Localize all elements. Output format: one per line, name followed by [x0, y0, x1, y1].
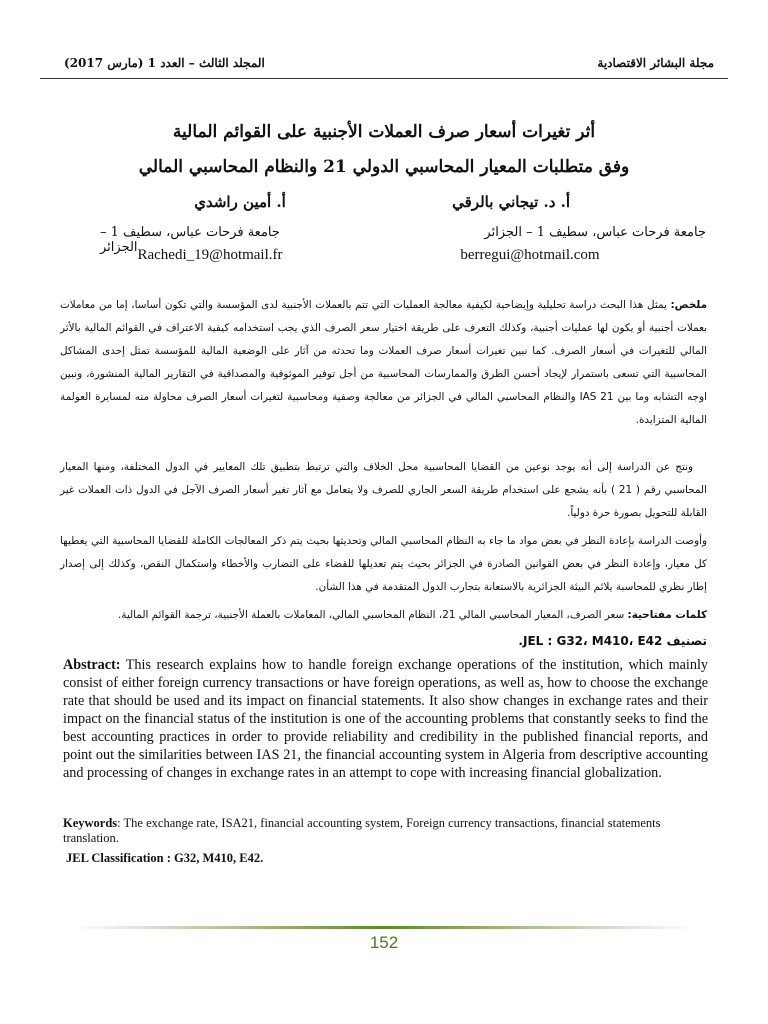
arabic-jel-codes: G32، M410، E42.: [518, 634, 663, 648]
english-jel-label: JEL Classification: [66, 851, 164, 865]
arabic-jel: [60, 630, 707, 653]
english-abstract: [63, 656, 708, 782]
arabic-jel-label: تصنيف JEL :: [522, 634, 707, 648]
arabic-abstract-label: ملخص:: [670, 299, 708, 311]
author-2-affiliation: جامعة فرحات عباس، سطيف 1 – الجزائر: [100, 225, 280, 255]
arabic-abstract-p2: ونتج عن الدراسة إلى أنه يوجد نوعين من القضايا المحاسبية محل الخلاف والتي ترتبط بتطبيق تلك المعايير في الدول المختلفة، ومنها المعيار المحاسبي رقم ( 21 ) بأنه يشجع على استخدام طريقة السعر الجاري للصرف ولا يتعامل مع آثار تغير أسعار الصرف الآجل في الدول ذات العملات غير القابلة للتحويل بصورة حرة دولياً.: [60, 461, 707, 519]
arabic-abstract-p1: [60, 294, 707, 432]
author-1-name: أ. د. تيجاني بالرقي: [452, 193, 570, 211]
page-number: 152: [369, 933, 399, 952]
title-line-1: أثر تغيرات أسعار صرف العملات الأجنبية على القوائم المالية: [172, 122, 596, 142]
english-keywords-text: : The exchange rate, ISA21, financial accounting system, Foreign currency transactions, financial statements translation.: [63, 816, 661, 845]
english-keywords: [63, 816, 708, 846]
english-abstract-text: This research explains how to handle foreign exchange operations of the institution, which mainly consist of either foreign currency transactions or have foreign operations, as well as, how to choose the exchange rate that should be used and its impact on financial statements. It also show changes in exchange rates and their impact on the financial status of the institution is one of the accounting problems that constantly seeks to find the best accounting practices in order to provide reliability and credibility in the published financial reports, and point out the similarities between IAS 21, the financial accounting system in Algeria from descriptive accounting and processing of changes in exchange rates in an attempt to cope with increasing financial globalization.: [63, 657, 708, 781]
running-header: [40, 48, 728, 76]
journal-name: مجلة البشائر الاقتصادية: [597, 56, 714, 70]
author-1-affiliation: جامعة فرحات عباس، سطيف 1 – الجزائر: [484, 225, 706, 240]
english-jel: [66, 851, 263, 866]
header-divider: [40, 78, 728, 79]
arabic-abstract-text-1: يمثل هذا البحث دراسة تحليلية وإيضاحية لكيفية معالجة العمليات التي تتم بالعملات الأجنبية لدى المؤسسة والتي تكون أساسا، إما من معاملات بعملات أجنبية أو يكون لها عمليات أجنبية، وكذلك التعرف على طريقة اختيار سعر الصرف الذي يجب استخدامه كيفية الاعتراف في القوائم المالية بالأثر المالي للتغيرات في أسعار الصرف. كما نبين تغيرات أسعار صرف العملات وما تحدثه من آثار على الوضعية المالية للمؤسسة تمثل إحدى المشاكل المحاسبية التي تسعى باستمرار لإيجاد أحسن الطرق والممارسات المحاسبية من أجل توفير الموثوقية والمصداقية في التقارير المالية المنشورة، ونبين اوجه التشابه وما بين IAS 21 والنظام المحاسبي المالي في الجزائر من معالجة وصفية ومحاسبية لتغيرات أسعار الصرف محاولة منه لمسايرة العولمة المالية المتزايدة.: [60, 299, 707, 426]
english-abstract-label: Abstract:: [63, 657, 121, 673]
english-keywords-label: Keywords: [63, 816, 118, 830]
issue-info: المجلد الثالث – العدد 1 (مارس 2017): [64, 56, 265, 70]
footer-divider: [74, 926, 694, 929]
author-1-email: berregui@hotmail.com: [460, 247, 600, 263]
author-2-name: أ. أمين راشدي: [194, 193, 286, 211]
arabic-keywords: [60, 604, 707, 627]
arabic-keywords-label: كلمات مفتاحية:: [627, 609, 707, 621]
arabic-abstract-p3: وأوصت الدراسة بإعادة النظر في بعض مواد ما جاء به النظام المحاسبي المالي وتحديثها بحيث يتم ذكر المعالجات الكاملة للقضايا المحاسبية التي يغطيها كل معيار، وإعادة النظر في بعض القوانين الصادرة في الجزائر بحيث يتم تعديلها للقضاء على التضارب والأخطاء واستكمال النقص، وكذلك إلى إصدار إطار نظري للمحاسبة يلائم البيئة الجزائرية بالاستعانة بتجارب الدول المتقدمة في هذا الشأن.: [60, 535, 707, 593]
arabic-keywords-text: سعر الصرف، المعيار المحاسبي المالي 21، النظام المحاسبي المالي، المعاملات بالعملة الأجنبية، ترجمة القوائم المالية.: [117, 609, 625, 621]
english-jel-codes: : G32, M410, E42.: [163, 851, 264, 865]
author-2-email: Rachedi_19@hotmail.fr: [137, 247, 283, 263]
title-line-2: وفق متطلبات المعيار المحاسبي الدولي 21 والنظام المحاسبي المالي: [138, 157, 630, 177]
